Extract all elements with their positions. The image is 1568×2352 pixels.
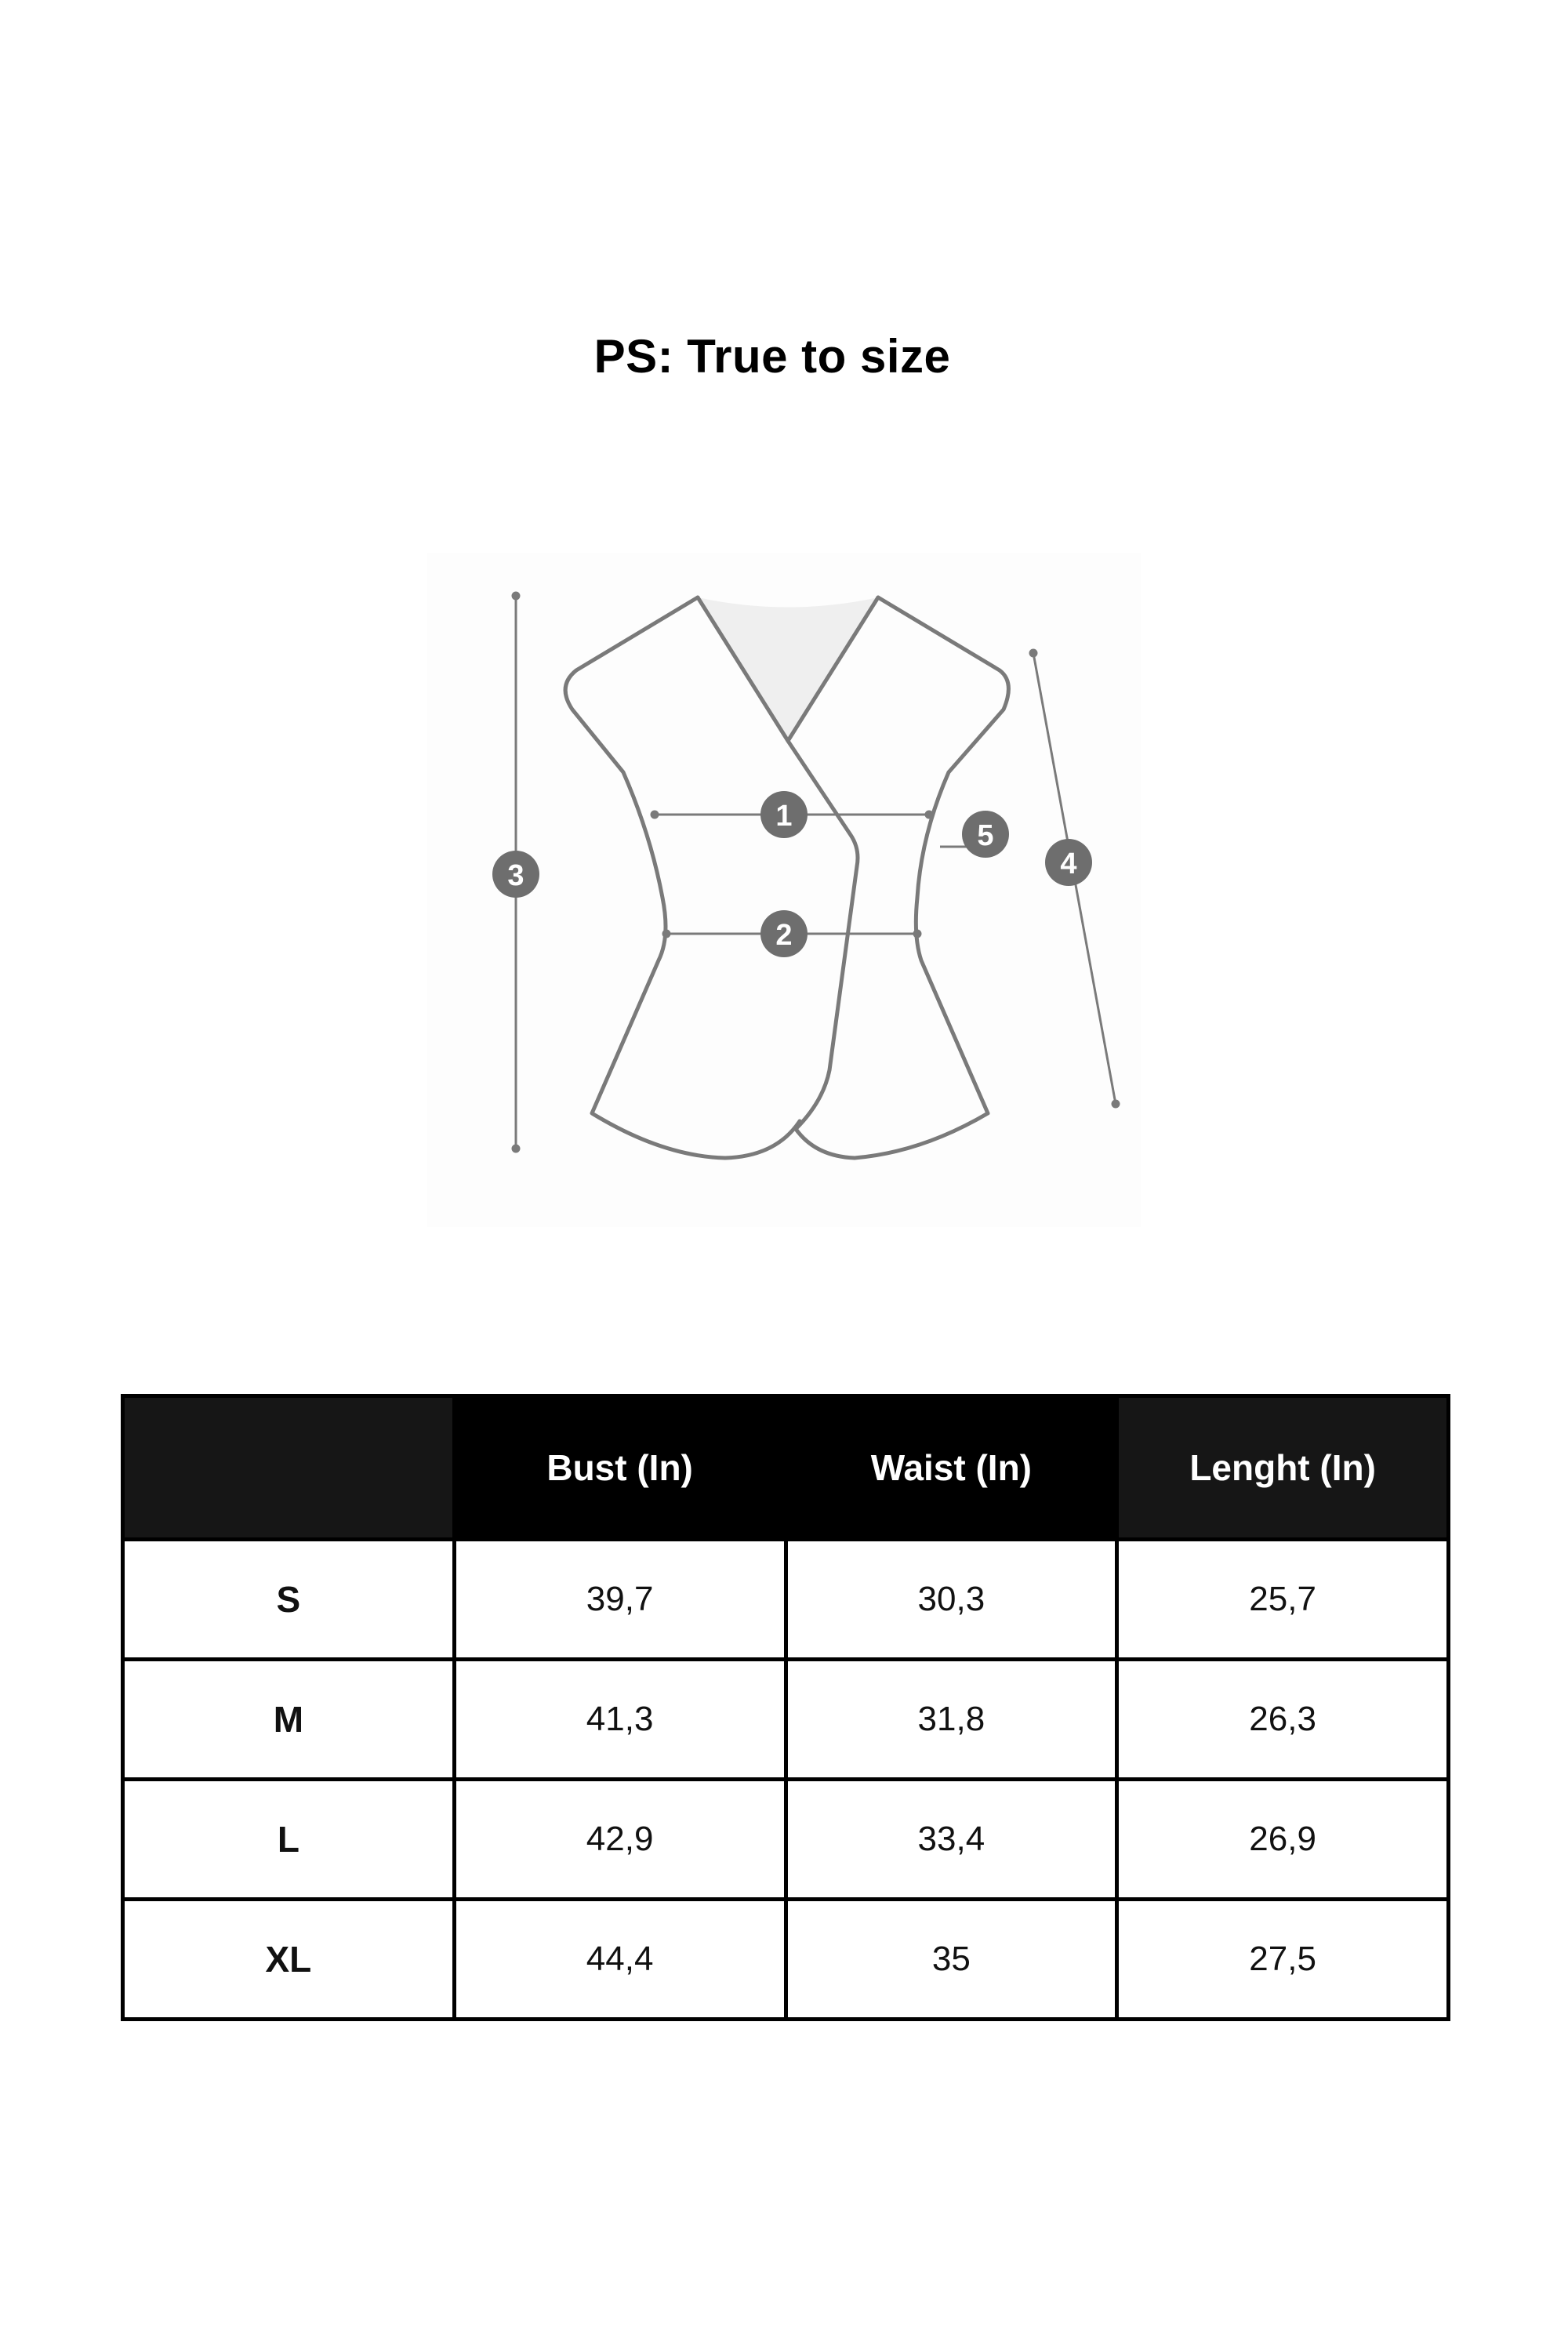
- svg-text:2: 2: [775, 919, 793, 952]
- svg-text:3: 3: [507, 859, 524, 892]
- length-value: 27,5: [1117, 1900, 1449, 2020]
- page-title: PS: True to size: [593, 330, 951, 383]
- waist-value: 35: [786, 1900, 1117, 2020]
- waist-value: 30,3: [786, 1540, 1117, 1660]
- length-value: 26,3: [1117, 1660, 1449, 1780]
- marker-4: [1045, 839, 1092, 886]
- vest-illustration: [427, 553, 1141, 1227]
- waist-value: 31,8: [786, 1660, 1117, 1780]
- waist-value: 33,4: [786, 1780, 1117, 1900]
- table-row: [123, 1780, 1449, 1900]
- size-chart-table: [121, 1394, 1450, 2021]
- garment-diagram: [427, 553, 1141, 1227]
- marker-3: [492, 851, 539, 898]
- size-label: M: [123, 1660, 455, 1780]
- svg-text:1: 1: [775, 800, 793, 833]
- header-size: [123, 1396, 455, 1540]
- svg-text:4: 4: [1060, 848, 1077, 880]
- length-value: 26,9: [1117, 1780, 1449, 1900]
- svg-text:5: 5: [977, 819, 994, 852]
- bust-value: 44,4: [454, 1900, 786, 2020]
- marker-1: [760, 791, 808, 838]
- size-label: L: [123, 1780, 455, 1900]
- marker-2: [760, 910, 808, 957]
- header-waist: Waist (In): [786, 1396, 1117, 1540]
- marker-5: [962, 811, 1009, 858]
- header-length: Lenght (In): [1117, 1396, 1449, 1540]
- table-header-row: [123, 1396, 1449, 1540]
- bust-value: 41,3: [454, 1660, 786, 1780]
- bust-value: 39,7: [454, 1540, 786, 1660]
- bust-value: 42,9: [454, 1780, 786, 1900]
- header-bust: Bust (In): [454, 1396, 786, 1540]
- table-row: [123, 1900, 1449, 2020]
- size-label: XL: [123, 1900, 455, 2020]
- table-row: [123, 1540, 1449, 1660]
- table-row: [123, 1660, 1449, 1780]
- length-value: 25,7: [1117, 1540, 1449, 1660]
- size-label: S: [123, 1540, 455, 1660]
